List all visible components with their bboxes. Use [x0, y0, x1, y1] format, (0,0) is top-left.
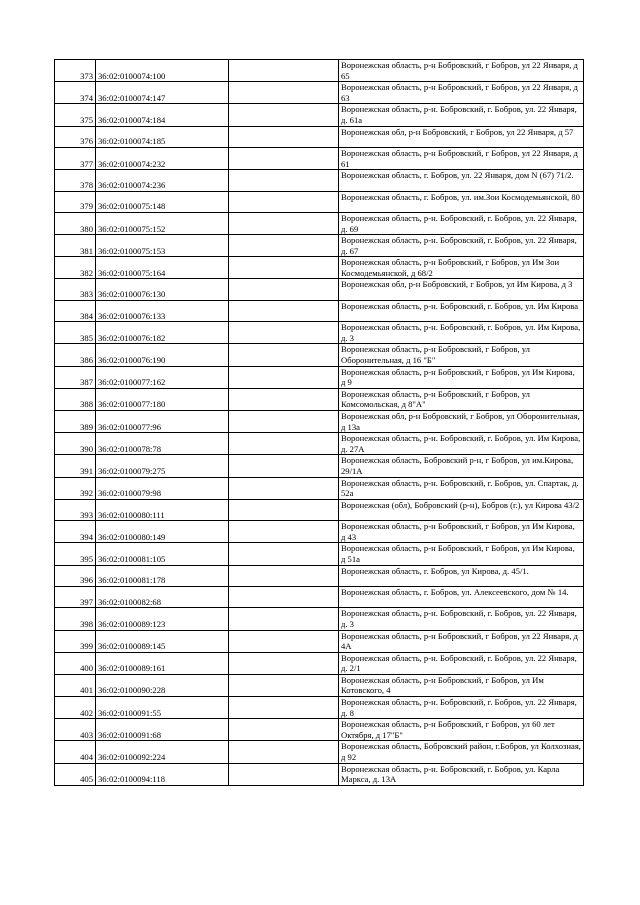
- table-row: [55, 477, 584, 499]
- row-number: 396: [55, 565, 96, 586]
- address: Воронежская область, р-н Бобровский, г Бобров, ул Им Зои Космодемьянской, д 68/2: [339, 257, 584, 279]
- address: Воронежская область, р-н Бобровский, г Бобров, ул Им Кирова, д 43: [339, 521, 584, 543]
- empty-cell: [229, 126, 339, 147]
- row-number: 391: [55, 455, 96, 477]
- table-row: [55, 257, 584, 279]
- table-row: [55, 433, 584, 455]
- cadastral-number: 36:02:0100082:68: [96, 586, 229, 607]
- empty-cell: [229, 499, 339, 520]
- cadastral-number: 36:02:0100077:96: [96, 411, 229, 433]
- address: Воронежская область, р-н Бобровский, г Бобров, ул Им Кирова, д 51а: [339, 543, 584, 565]
- empty-cell: [229, 104, 339, 126]
- cadastral-number: 36:02:0100092:224: [96, 741, 229, 763]
- cadastral-number: 36:02:0100077:162: [96, 366, 229, 388]
- address: Воронежская область, р-н Бобровский, г Бобров, ул 22 Января, д 65: [339, 60, 584, 82]
- row-number: 376: [55, 126, 96, 147]
- address: Воронежская область, р-н Бобровский, г Бобров, ул Комсомольская, д 8"А": [339, 388, 584, 410]
- table-row: [55, 652, 584, 674]
- table-row: [55, 235, 584, 257]
- row-number: 393: [55, 499, 96, 520]
- document-page: [54, 59, 584, 786]
- empty-cell: [229, 147, 339, 169]
- address: Воронежская область, г. Бобров, ул Кирова, д. 45/1.: [339, 565, 584, 586]
- row-number: 401: [55, 674, 96, 696]
- cadastral-number: 36:02:0100074:147: [96, 82, 229, 104]
- cadastral-number: 36:02:0100074:184: [96, 104, 229, 126]
- address: Воронежская область, р-н. Бобровский, г. Бобров, ул. 22 Января, д. 67: [339, 235, 584, 257]
- empty-cell: [229, 300, 339, 321]
- parcel-table: [54, 59, 584, 786]
- table-row: [55, 191, 584, 212]
- cadastral-number: 36:02:0100077:180: [96, 388, 229, 410]
- address: Воронежская область, г. Бобров, ул. Алексеевского, дом № 14.: [339, 586, 584, 607]
- empty-cell: [229, 411, 339, 433]
- address: Воронежская область, р-н Бобровский, г Бобров, ул Им Кирова, д 9: [339, 366, 584, 388]
- empty-cell: [229, 191, 339, 212]
- cadastral-number: 36:02:0100074:236: [96, 170, 229, 191]
- cadastral-number: 36:02:0100081:105: [96, 543, 229, 565]
- address: Воронежская область, р-н. Бобровский, г. Бобров, ул. 22 Января, д. 3: [339, 608, 584, 630]
- table-row: [55, 674, 584, 696]
- address: Воронежская область, р-н. Бобровский, г. Бобров, ул. Им Кирова: [339, 300, 584, 321]
- cadastral-number: 36:02:0100076:133: [96, 300, 229, 321]
- table-row: [55, 630, 584, 652]
- cadastral-number: 36:02:0100076:130: [96, 279, 229, 300]
- cadastral-number: 36:02:0100078:78: [96, 433, 229, 455]
- empty-cell: [229, 586, 339, 607]
- row-number: 375: [55, 104, 96, 126]
- table-row: [55, 279, 584, 300]
- row-number: 382: [55, 257, 96, 279]
- table-row: [55, 565, 584, 586]
- empty-cell: [229, 477, 339, 499]
- row-number: 374: [55, 82, 96, 104]
- table-row: [55, 60, 584, 82]
- parcel-table-body: [55, 60, 584, 786]
- table-row: [55, 719, 584, 741]
- empty-cell: [229, 82, 339, 104]
- row-number: 389: [55, 411, 96, 433]
- row-number: 398: [55, 608, 96, 630]
- address: Воронежская область, р-н Бобровский, г Бобров, ул Оборонительная, д 16 "Б": [339, 344, 584, 366]
- table-row: [55, 411, 584, 433]
- table-row: [55, 82, 584, 104]
- address: Воронежская область, Бобровский р-н, г Бобров, ул им.Кирова, 29/1А: [339, 455, 584, 477]
- address: Воронежская область, р-н. Бобровский, г. Бобров, ул. Спартак, д. 52а: [339, 477, 584, 499]
- address: Воронежская (обл), Бобровский (р-н), Бобров (г.), ул Кирова 43/2: [339, 499, 584, 520]
- row-number: 402: [55, 697, 96, 719]
- cadastral-number: 36:02:0100089:145: [96, 630, 229, 652]
- cadastral-number: 36:02:0100074:185: [96, 126, 229, 147]
- row-number: 380: [55, 212, 96, 234]
- table-row: [55, 521, 584, 543]
- cadastral-number: 36:02:0100079:275: [96, 455, 229, 477]
- address: Воронежская область, р-н. Бобровский, г. Бобров, ул. Карла Маркса, д. 13А: [339, 763, 584, 785]
- table-row: [55, 322, 584, 344]
- table-row: [55, 763, 584, 785]
- address: Воронежская обл, р-н Бобровский, г Бобров, ул Оборонительная, д 13а: [339, 411, 584, 433]
- table-row: [55, 499, 584, 520]
- empty-cell: [229, 366, 339, 388]
- cadastral-number: 36:02:0100094:118: [96, 763, 229, 785]
- table-row: [55, 741, 584, 763]
- cadastral-number: 36:02:0100091:55: [96, 697, 229, 719]
- row-number: 377: [55, 147, 96, 169]
- address: Воронежская область, р-н Бобровский, г Бобров, ул Им Котовского, 4: [339, 674, 584, 696]
- empty-cell: [229, 763, 339, 785]
- table-row: [55, 104, 584, 126]
- row-number: 381: [55, 235, 96, 257]
- table-row: [55, 147, 584, 169]
- row-number: 404: [55, 741, 96, 763]
- empty-cell: [229, 212, 339, 234]
- cadastral-number: 36:02:0100090:228: [96, 674, 229, 696]
- empty-cell: [229, 60, 339, 82]
- row-number: 395: [55, 543, 96, 565]
- empty-cell: [229, 608, 339, 630]
- row-number: 394: [55, 521, 96, 543]
- table-row: [55, 608, 584, 630]
- empty-cell: [229, 630, 339, 652]
- empty-cell: [229, 741, 339, 763]
- row-number: 386: [55, 344, 96, 366]
- empty-cell: [229, 652, 339, 674]
- address: Воронежская область, р-н. Бобровский, г. Бобров, ул. 22 Января, д. 61а: [339, 104, 584, 126]
- row-number: 379: [55, 191, 96, 212]
- address: Воронежская область, р-н Бобровский, г Бобров, ул 22 Января, д 4А: [339, 630, 584, 652]
- address: Воронежская область, Бобровский район, г.Бобров, ул Колхозная, д 92: [339, 741, 584, 763]
- empty-cell: [229, 344, 339, 366]
- empty-cell: [229, 322, 339, 344]
- table-row: [55, 366, 584, 388]
- table-row: [55, 543, 584, 565]
- cadastral-number: 36:02:0100080:149: [96, 521, 229, 543]
- table-row: [55, 126, 584, 147]
- empty-cell: [229, 170, 339, 191]
- cadastral-number: 36:02:0100074:100: [96, 60, 229, 82]
- row-number: 384: [55, 300, 96, 321]
- row-number: 385: [55, 322, 96, 344]
- row-number: 403: [55, 719, 96, 741]
- empty-cell: [229, 388, 339, 410]
- empty-cell: [229, 719, 339, 741]
- table-row: [55, 455, 584, 477]
- row-number: 400: [55, 652, 96, 674]
- cadastral-number: 36:02:0100075:148: [96, 191, 229, 212]
- empty-cell: [229, 543, 339, 565]
- table-row: [55, 697, 584, 719]
- cadastral-number: 36:02:0100089:123: [96, 608, 229, 630]
- cadastral-number: 36:02:0100089:161: [96, 652, 229, 674]
- row-number: 397: [55, 586, 96, 607]
- table-row: [55, 344, 584, 366]
- table-row: [55, 586, 584, 607]
- address: Воронежская обл, р-н Бобровский, г Бобров, ул Им Кирова, д 3: [339, 279, 584, 300]
- cadastral-number: 36:02:0100075:152: [96, 212, 229, 234]
- empty-cell: [229, 257, 339, 279]
- cadastral-number: 36:02:0100076:190: [96, 344, 229, 366]
- cadastral-number: 36:02:0100076:182: [96, 322, 229, 344]
- address: Воронежская область, г. Бобров, ул. 22 Января, дом N (67) 71/2.: [339, 170, 584, 191]
- cadastral-number: 36:02:0100075:153: [96, 235, 229, 257]
- row-number: 378: [55, 170, 96, 191]
- empty-cell: [229, 674, 339, 696]
- empty-cell: [229, 455, 339, 477]
- row-number: 387: [55, 366, 96, 388]
- table-row: [55, 170, 584, 191]
- table-row: [55, 388, 584, 410]
- row-number: 399: [55, 630, 96, 652]
- empty-cell: [229, 565, 339, 586]
- row-number: 390: [55, 433, 96, 455]
- address: Воронежская область, р-н. Бобровский, г. Бобров, ул. Им Кирова, д. 3: [339, 322, 584, 344]
- cadastral-number: 36:02:0100079:98: [96, 477, 229, 499]
- address: Воронежская область, р-н Бобровский, г Бобров, ул 22 Января, д 63: [339, 82, 584, 104]
- address: Воронежская обл, р-н Бобровский, г Бобров, ул 22 Января, д 57: [339, 126, 584, 147]
- cadastral-number: 36:02:0100075:164: [96, 257, 229, 279]
- empty-cell: [229, 521, 339, 543]
- empty-cell: [229, 697, 339, 719]
- table-row: [55, 212, 584, 234]
- address: Воронежская область, р-н Бобровский, г Бобров, ул 60 лет Октября, д 17"Б": [339, 719, 584, 741]
- table-row: [55, 300, 584, 321]
- row-number: 405: [55, 763, 96, 785]
- cadastral-number: 36:02:0100080:111: [96, 499, 229, 520]
- cadastral-number: 36:02:0100081:178: [96, 565, 229, 586]
- cadastral-number: 36:02:0100091:68: [96, 719, 229, 741]
- cadastral-number: 36:02:0100074:232: [96, 147, 229, 169]
- address: Воронежская область, г. Бобров, ул. им.Зои Космодемьянской, 80: [339, 191, 584, 212]
- row-number: 373: [55, 60, 96, 82]
- address: Воронежская область, р-н. Бобровский, г. Бобров, ул. 22 Января, д. 8: [339, 697, 584, 719]
- empty-cell: [229, 279, 339, 300]
- address: Воронежская область, р-н Бобровский, г Бобров, ул 22 Января, д 61: [339, 147, 584, 169]
- empty-cell: [229, 433, 339, 455]
- address: Воронежская область, р-н. Бобровский, г. Бобров, ул. Им Кирова, д. 27А: [339, 433, 584, 455]
- row-number: 388: [55, 388, 96, 410]
- empty-cell: [229, 235, 339, 257]
- row-number: 392: [55, 477, 96, 499]
- address: Воронежская область, р-н. Бобровский, г. Бобров, ул. 22 Января, д. 2/1: [339, 652, 584, 674]
- row-number: 383: [55, 279, 96, 300]
- address: Воронежская область, р-н. Бобровский, г. Бобров, ул. 22 Января, д. 69: [339, 212, 584, 234]
